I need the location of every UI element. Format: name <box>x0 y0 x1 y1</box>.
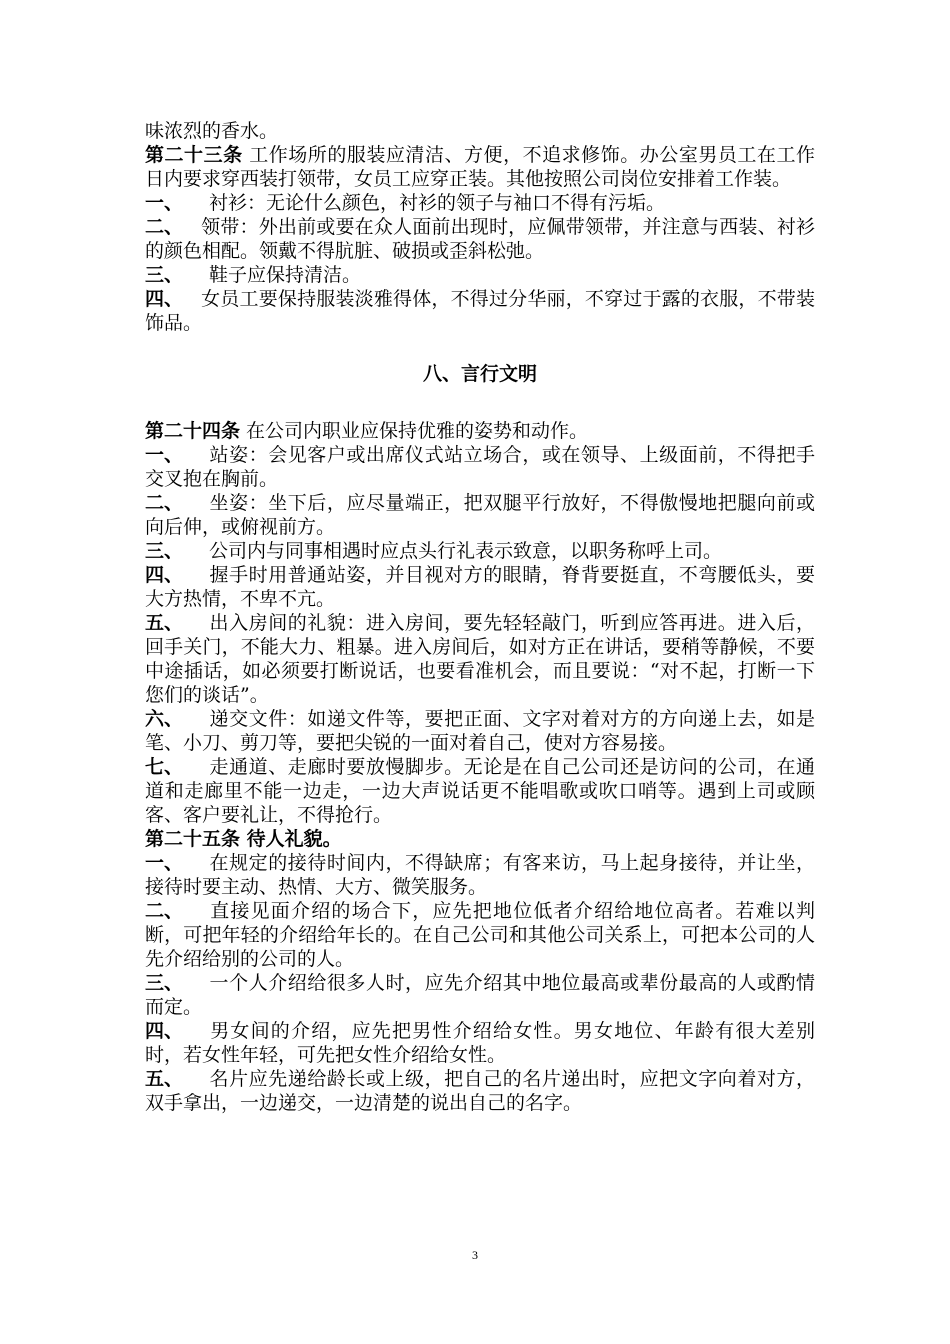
list-item: 五、 出入房间的礼貌：进入房间，要先轻轻敲门，听到应答再进。进入后，回手关门，不能大力、粗暴。进入房间后，如对方正在讲话，要稍等静候，不要中途插话，如必须要打断说话，也要看准机会，而且要说：“对不起，打断一下您们的谈话”。 <box>145 612 815 706</box>
document-body <box>145 119 815 1115</box>
list-item: 二、 领带：外出前或要在众人面前出现时，应佩带领带，并注意与西装、衬衫的颜色相配。领戴不得肮脏、破损或歪斜松弛。 <box>145 216 815 262</box>
item-number: 五、 <box>145 612 184 634</box>
paragraph: 味浓烈的香水。 <box>145 120 279 142</box>
item-number: 一、 <box>145 852 184 874</box>
article-label: 第二十四条 <box>145 420 241 442</box>
list-item: 二、 直接见面介绍的场合下，应先把地位低者介绍给地位高者。若难以判断，可把年轻的介绍给年长的。在自己公司和其他公司关系上，可把本公司的人先介绍给别的公司的人。 <box>145 900 815 970</box>
item-number: 二、 <box>145 492 184 514</box>
article-label: 第二十三条 <box>145 144 243 166</box>
section-heading: 八、言行文明 <box>422 363 537 385</box>
item-number: 二、 <box>145 216 184 238</box>
list-item: 一、 在规定的接待时间内，不得缺席；有客来访，马上起身接待，并让坐，接待时要主动、热情、大方、微笑服务。 <box>145 852 815 898</box>
item-number: 六、 <box>145 708 184 730</box>
page-number: 3 <box>472 1248 478 1262</box>
list-item: 二、 坐姿：坐下后，应尽量端正，把双腿平行放好，不得傲慢地把腿向前或向后伸，或俯视前方。 <box>145 492 815 538</box>
item-number: 二、 <box>145 900 184 922</box>
item-number: 一、 <box>145 192 184 214</box>
list-item: 四、 握手时用普通站姿，并目视对方的眼睛，脊背要挺直，不弯腰低头，要大方热情，不卑不亢。 <box>145 564 815 610</box>
item-number: 三、 <box>145 972 184 994</box>
list-item: 五、 名片应先递给龄长或上级，把自己的名片递出时，应把文字向着对方，双手拿出，一边递交，一边清楚的说出自己的名字。 <box>145 1068 815 1114</box>
list-item: 三、 鞋子应保持清洁。 <box>145 264 362 286</box>
list-item: 七、 走通道、走廊时要放慢脚步。无论是在自己公司还是访问的公司，在通道和走廊里不能一边走，一边大声说话更不能唱歌或吹口哨等。遇到上司或顾客、客户要礼让，不得抢行。 <box>145 756 815 826</box>
list-item: 一、 衬衫：无论什么颜色，衬衫的领子与袖口不得有污垢。 <box>145 192 666 214</box>
article-label: 第二十五条 待人礼貌。 <box>145 828 342 850</box>
list-item: 六、 递交文件：如递文件等，要把正面、文字对着对方的方向递上去，如是笔、小刀、剪刀等，要把尖锐的一面对着自己，使对方容易接。 <box>145 708 815 754</box>
list-item: 四、 男女间的介绍，应先把男性介绍给女性。男女地位、年龄有很大差别时，若女性年轻，可先把女性介绍给女性。 <box>145 1020 815 1066</box>
list-item: 四、 女员工要保持服装淡雅得体，不得过分华丽，不穿过于露的衣服，不带装饰品。 <box>145 288 815 334</box>
item-number: 三、 <box>145 540 184 562</box>
item-number: 七、 <box>145 756 184 778</box>
item-number: 五、 <box>145 1068 184 1090</box>
article-23: 第二十三条 工作场所的服装应清洁、方便，不追求修饰。办公室男员工在工作日内要求穿西装打领带，女员工应穿正装。其他按照公司岗位安排着工作装。 <box>145 144 815 190</box>
item-number: 一、 <box>145 444 184 466</box>
list-item: 三、 公司内与同事相遇时应点头行礼表示致意，以职务称呼上司。 <box>145 540 723 562</box>
item-number: 四、 <box>145 288 184 310</box>
list-item: 三、 一个人介绍给很多人时，应先介绍其中地位最高或辈份最高的人或酌情而定。 <box>145 972 815 1018</box>
article-24: 第二十四条 在公司内职业应保持优雅的姿势和动作。 <box>145 420 589 442</box>
item-number: 四、 <box>145 564 184 586</box>
list-item: 一、 站姿：会见客户或出席仪式站立场合，或在领导、上级面前，不得把手交叉抱在胸前。 <box>145 444 815 490</box>
article-25 <box>145 827 815 851</box>
item-number: 三、 <box>145 264 184 286</box>
item-number: 四、 <box>145 1020 184 1042</box>
